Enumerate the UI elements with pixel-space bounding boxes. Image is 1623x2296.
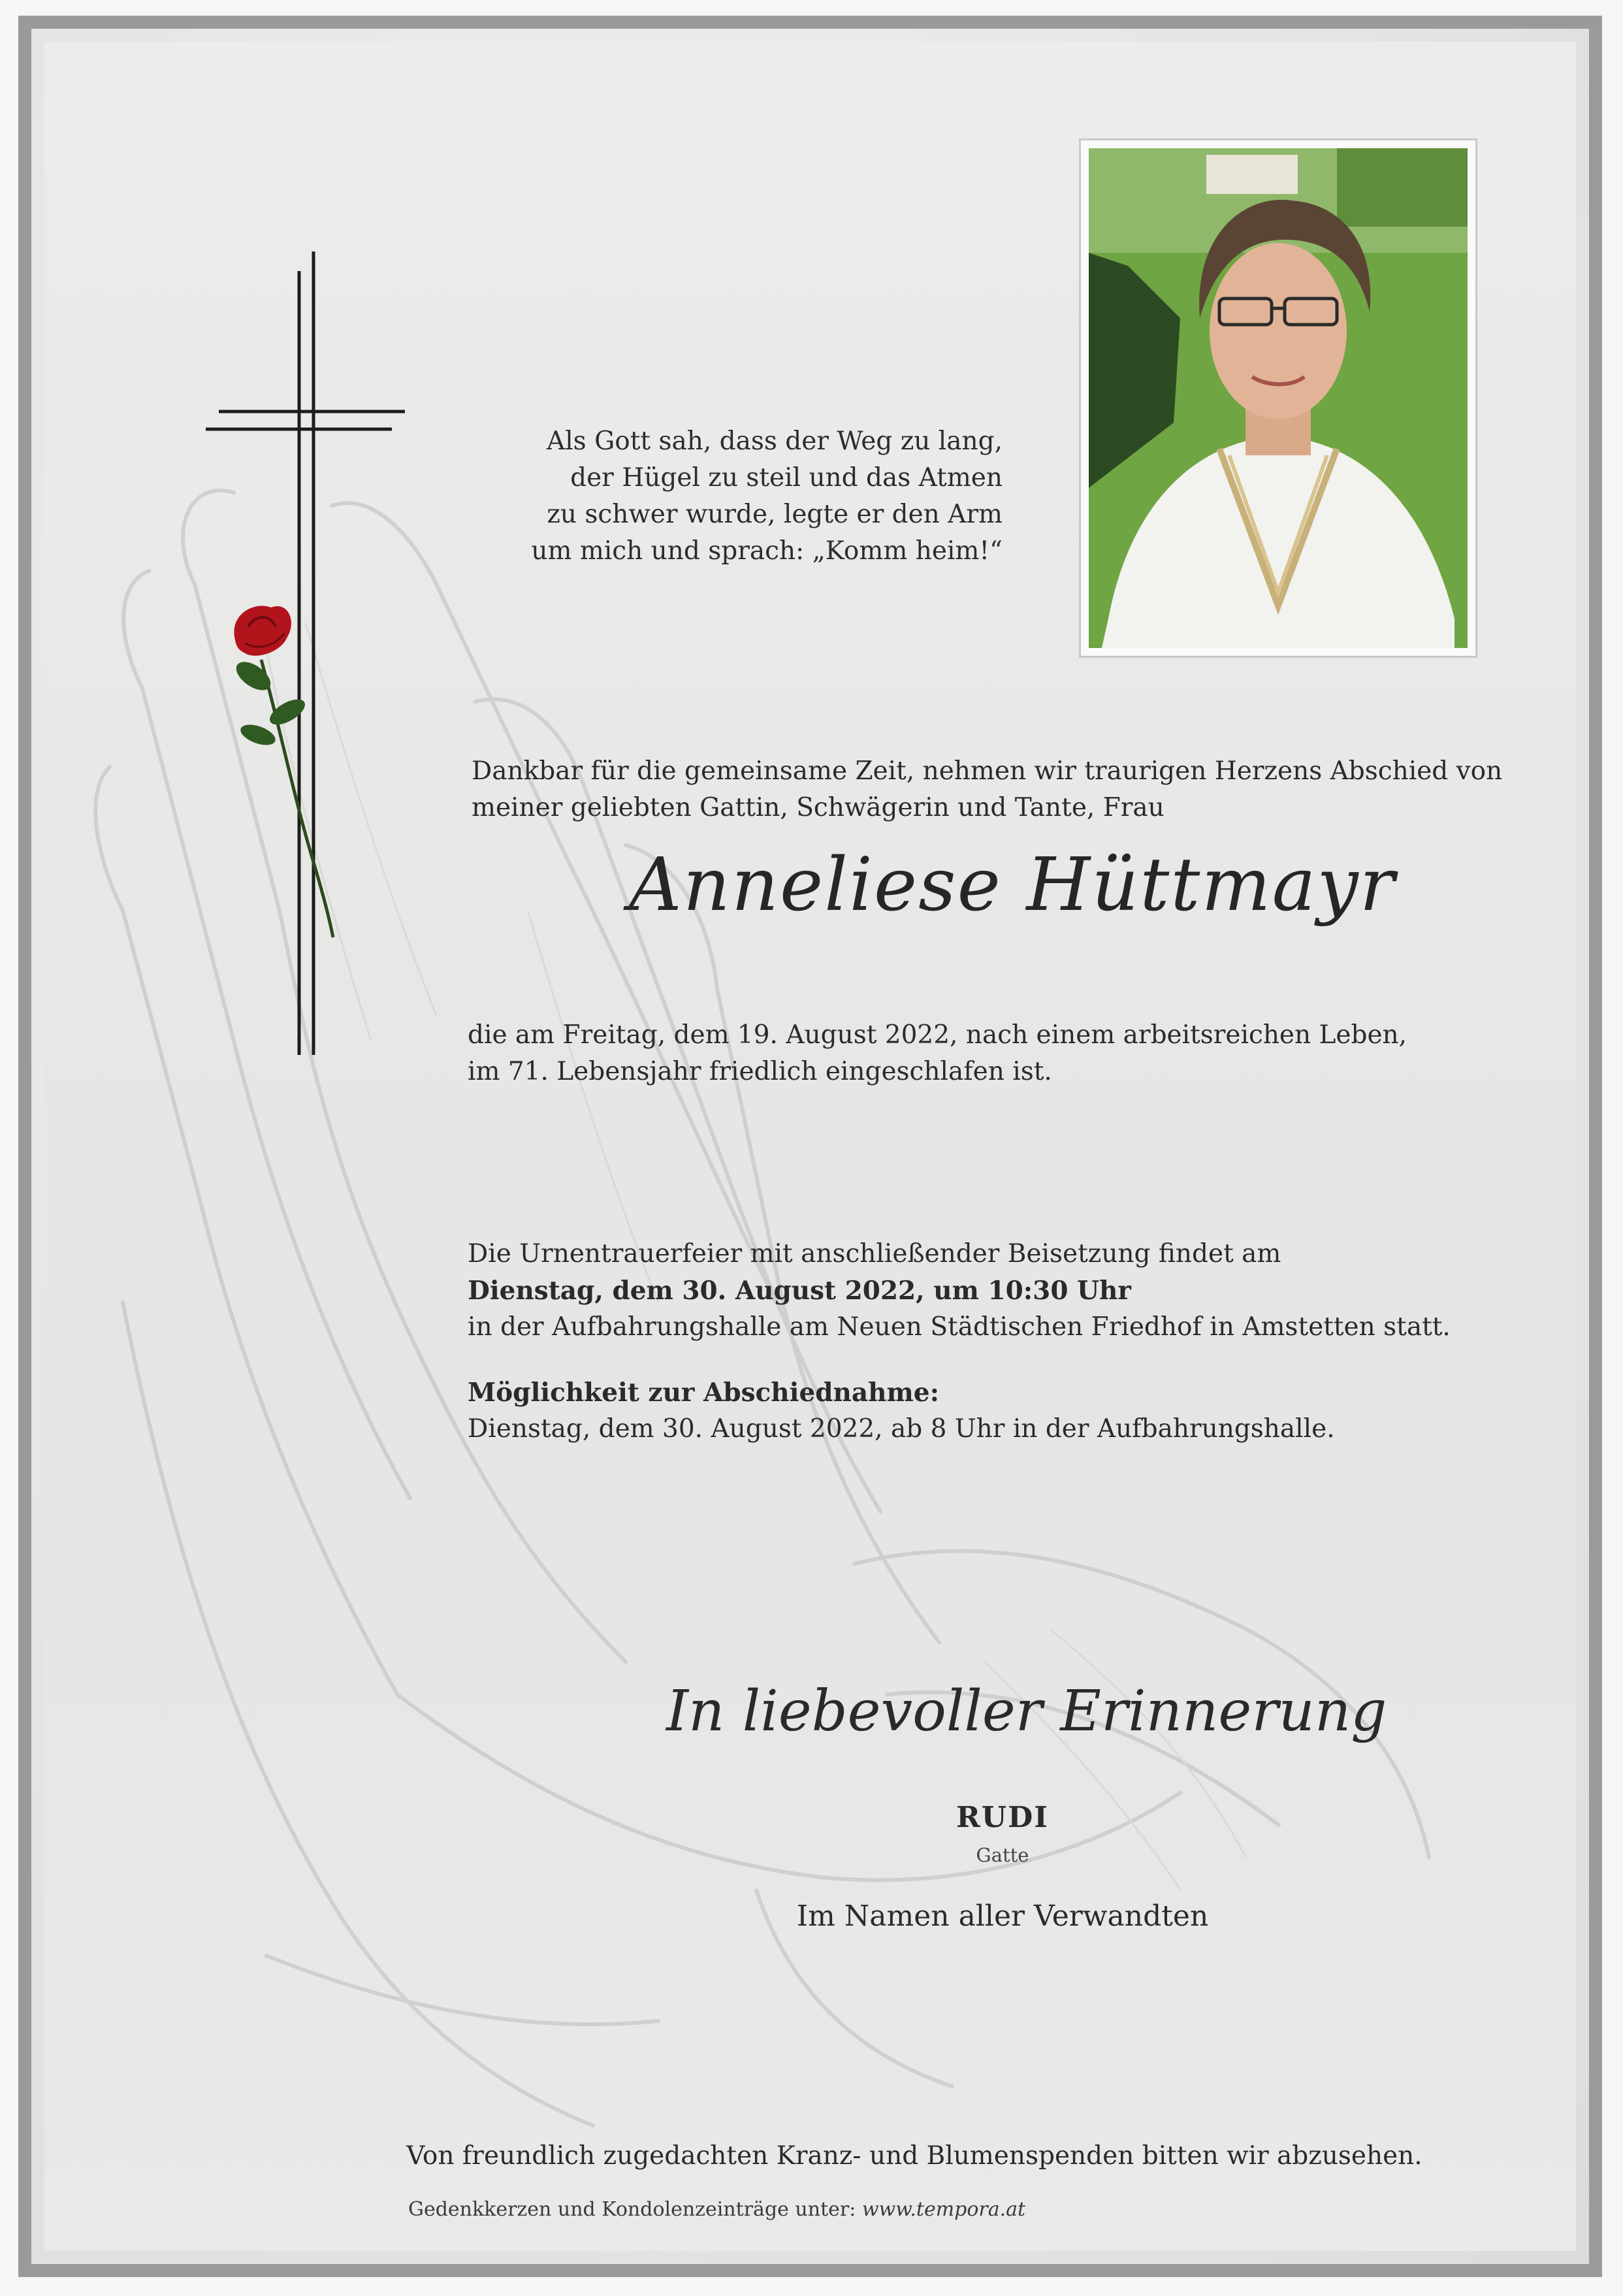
poem-line: der Hügel zu steil und das Atmen bbox=[570, 463, 1003, 493]
poem bbox=[496, 423, 1003, 570]
intro-line: Dankbar für die gemeinsame Zeit, nehmen wir traurigen Herzens Abschied von bbox=[472, 756, 1503, 786]
poem-line: zu schwer wurde, legte er den Arm bbox=[547, 500, 1003, 529]
flowers-note: Von freundlich zugedachten Kranz- und Blumenspenden bitten wir abzusehen. bbox=[406, 2141, 1422, 2171]
ceremony-date-time: Dienstag, dem 30. August 2022, um 10:30 Uhr bbox=[468, 1276, 1131, 1306]
mourner-role: Gatte bbox=[976, 1844, 1029, 1866]
poem-line: um mich und sprach: „Komm heim!“ bbox=[531, 536, 1003, 566]
farewell-heading: Möglichkeit zur Abschiednahme: bbox=[468, 1378, 939, 1408]
mourner-name: RUDI bbox=[956, 1801, 1049, 1834]
intro-line: meiner geliebten Gattin, Schwägerin und Tante, Frau bbox=[472, 793, 1165, 822]
intro-text bbox=[472, 753, 1517, 826]
ceremony-location: in der Aufbahrungshalle am Neuen Städtischen Friedhof in Amstetten statt. bbox=[468, 1312, 1451, 1342]
deceased-name: Anneliese Hüttmayr bbox=[628, 843, 1396, 928]
footer-url-link[interactable]: www.tempora.at bbox=[861, 2198, 1026, 2221]
relatives-note: Im Namen aller Verwandten bbox=[796, 1900, 1209, 1933]
portrait-photo bbox=[1089, 148, 1468, 648]
memory-heading: In liebevoller Erinnerung bbox=[666, 1679, 1387, 1744]
death-line: im 71. Lebensjahr friedlich eingeschlafen ist. bbox=[468, 1057, 1052, 1086]
death-line: die am Freitag, dem 19. August 2022, nach einem arbeitsreichen Leben, bbox=[468, 1020, 1407, 1050]
footer-label: Gedenkkerzen und Kondolenzeinträge unter: bbox=[408, 2198, 862, 2221]
farewell-time: Dienstag, dem 30. August 2022, ab 8 Uhr in der Aufbahrungshalle. bbox=[468, 1414, 1335, 1444]
rose-icon bbox=[216, 601, 346, 941]
poem-line: Als Gott sah, dass der Weg zu lang, bbox=[547, 427, 1003, 456]
ceremony-intro: Die Urnentrauerfeier mit anschließender Beisetzung findet am bbox=[468, 1239, 1281, 1269]
farewell-details bbox=[468, 1374, 1513, 1447]
footer-condolences bbox=[408, 2198, 1061, 2221]
portrait-photo-frame bbox=[1079, 138, 1477, 658]
ceremony-details bbox=[468, 1236, 1513, 1346]
death-details bbox=[468, 1017, 1513, 1090]
